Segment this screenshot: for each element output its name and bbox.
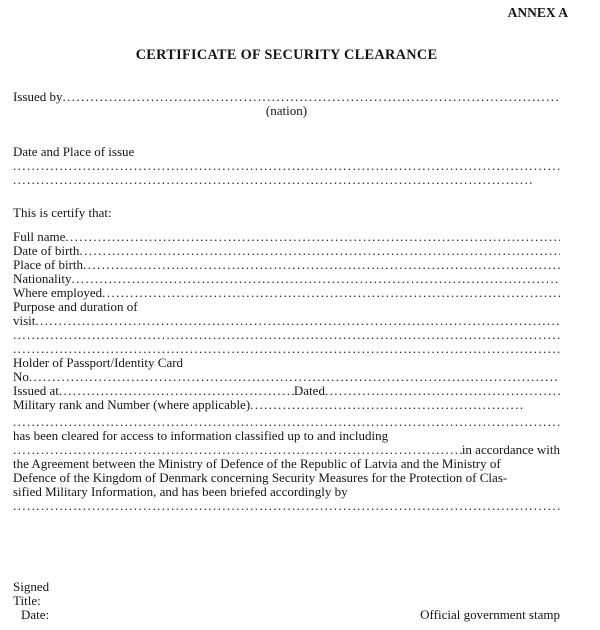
official-stamp-label: Official government stamp [420,607,560,622]
issued-at-blank [59,384,294,398]
certify-label: This is certify that: [13,205,112,220]
full-name-blank [65,230,560,244]
full-name-label: Full name [13,229,66,244]
passport-no-line [13,370,560,384]
dotted-blank [13,415,560,429]
passport-header-label: Holder of Passport/Identity Card [13,355,184,370]
where-employed-blank [102,286,560,300]
dotted-blank [13,328,560,342]
agreement-text-line1: the Agreement between the Ministry of Defence of the Republic of Latvia and the Ministry of [13,456,501,471]
classification-blank [13,443,462,457]
military-rank-blank [250,398,525,412]
agreement-text-line3: sified Military Information, and has been briefed accordingly by [13,484,348,499]
nationality-label: Nationality [13,271,72,286]
classification-blank-line [13,443,560,457]
dated-blank [325,384,560,398]
military-blank-line [13,415,560,429]
nationality-blank [72,272,561,286]
date-of-birth-blank [79,244,560,258]
place-of-birth-label: Place of birth [13,257,84,272]
dotted-blank [13,173,532,187]
date-label: Date: [21,607,50,622]
date-stamp-line [13,608,560,622]
signed-label: Signed [13,579,50,594]
dotted-blank [13,342,560,356]
purpose-visit-line [13,314,560,328]
issued-by-label: Issued by [13,89,63,104]
date-place-blank-line-2 [13,173,532,187]
purpose-blank [35,314,560,328]
dotted-blank [13,159,560,173]
issued-at-dated-line [13,384,560,398]
date-of-birth-line [13,244,560,258]
purpose-blank-line-2 [13,342,560,356]
passport-no-label: No [13,369,29,384]
nationality-line [13,272,560,286]
briefed-by-blank-line [13,499,560,513]
agreement-text-line2: Defence of the Kingdom of Denmark concerning Security Measures for the Protection of Clas- [13,470,508,485]
purpose-visit-label: visit [13,313,36,328]
dated-label: Dated [293,383,325,398]
date-of-birth-label: Date of birth [13,243,80,258]
place-of-birth-line [13,258,560,272]
date-place-blank-line-1 [13,159,560,173]
briefed-by-blank [13,499,560,513]
page-title: CERTIFICATE OF SECURITY CLEARANCE [135,47,438,63]
where-employed-label: Where employed [13,285,103,300]
issued-by-line [13,90,560,104]
nation-caption: (nation) [265,103,308,118]
where-employed-line [13,286,560,300]
date-place-label: Date and Place of issue [13,144,135,159]
issued-at-label: Issued at [13,383,59,398]
passport-no-blank [29,370,560,384]
purpose-blank-line-1 [13,328,560,342]
place-of-birth-blank [83,258,560,272]
issued-by-blank [62,90,560,104]
full-name-line [13,230,560,244]
accordance-label: in accordance with [461,442,560,457]
cleared-statement: has been cleared for access to information classified up to and including [13,428,389,443]
title-label: Title: [13,593,41,608]
military-rank-label: Military rank and Number (where applicable) [13,397,251,412]
purpose-label-line1: Purpose and duration of [13,299,138,314]
annex-label: ANNEX A [507,5,568,20]
military-rank-line [13,398,525,412]
